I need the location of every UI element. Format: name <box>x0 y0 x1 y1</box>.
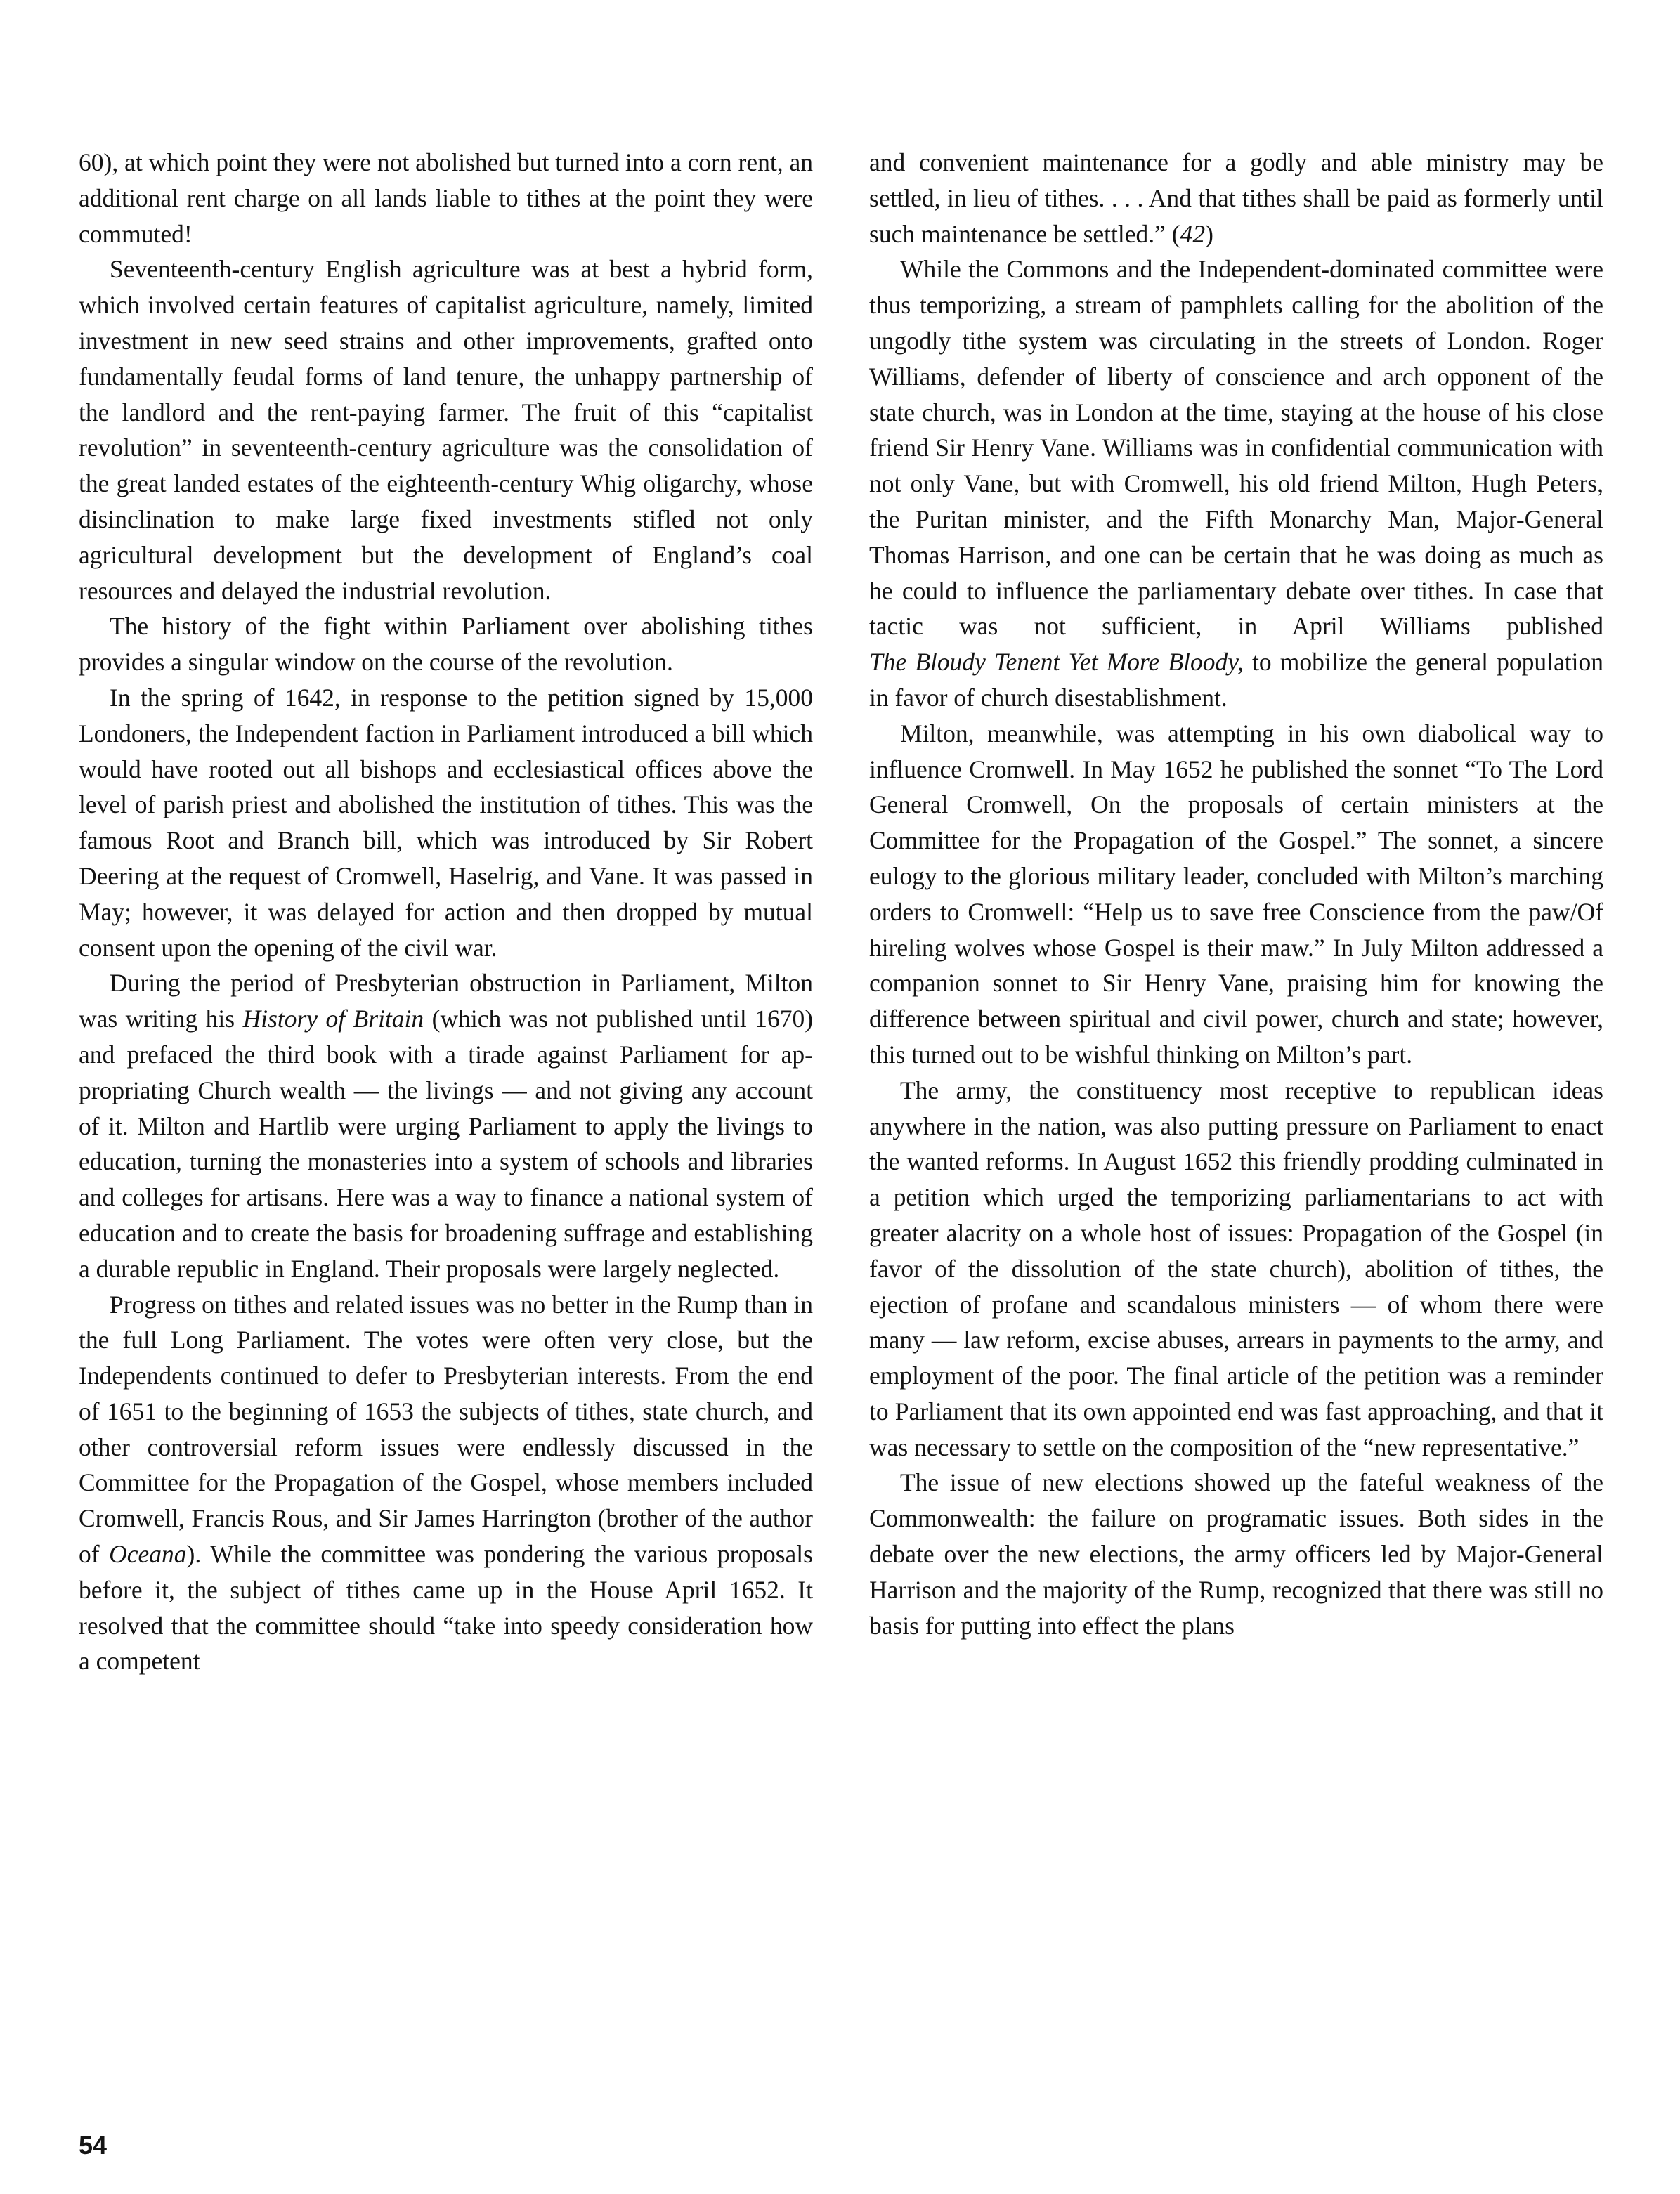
text-run: and convenient maintenance for a godly and able ministry may be settled, in lieu of tithes. . . . And that tithes shall be paid as formerly until such maintenance be settled.” ( <box>869 148 1603 248</box>
page-number: 54 <box>79 2131 108 2160</box>
text-run: During the period of Presbyterian obstruction in Parliament, Milton was writing his <box>79 969 813 1033</box>
paragraph-roger-williams: While the Commons and the Independent-dominated committee were thus temporizing, a stream of pamphlets calling for the abolition of the ungodly tithe system was circulating in the streets of London. Roger Williams, defender of liberty of conscience and arch opponent of the state church, was in London at the time, staying at the house of his close friend Sir Henry Vane. Williams was in confidential communication with not only Vane, but with Cromwell, his old friend Milton, Hugh Peters, the Puritan minister, and the Fifth Monarchy Man, Major-General Thomas Harrison, and one can be certain that he was doing as much as he could to influence the parliamentary debate over tithes. In case that tactic was not sufficient, in April Williams published <box>869 255 1603 641</box>
text-run: ). While the committee was pondering the various proposals before it, the subject of tithes came up in the House April 1652. It resolved that the committee should “take into speedy consideration how a competent <box>79 1540 813 1676</box>
text-run: to mobilize the general population in favor of church disestablishment. <box>869 648 1603 712</box>
paragraph-agriculture: Seventeenth-century English agriculture was at best a hybrid form, which involved certain features of capitalist agriculture, namely, limited investment in new seed strains and other improvements, grafted onto fundamentally feudal forms of land tenure, the unhappy partnership of the landlord and the rent-paying farmer. The fruit of this “capitalist revolution” in seventeenth-century agriculture was the consolidation of the great landed estates of the eighteenth-century Whig oligarchy, whose disinclination to make large fixed investments stifled not only agricultural development but the development of England’s coal resources and delayed the industrial revolution. <box>79 255 813 605</box>
book-title: The Bloudy Tenent Yet More Bloody, <box>869 648 1244 677</box>
citation-number: 42 <box>1180 219 1206 248</box>
paragraph-bloudy-tenent <box>869 644 1603 716</box>
paragraph-tithes-commuted: 60), at which point they were not abolished but turned into a corn rent, an additional rent charge on all lands liable to tithes at the point they were commuted! <box>79 148 813 248</box>
right-text-column <box>869 145 1603 1643</box>
book-title: Oceana <box>109 1540 187 1569</box>
paragraph-maintenance-quote <box>869 145 1603 252</box>
paragraph-fight-in-parliament: The history of the fight within Parliament over abolishing tithes provides a singular window on the course of the revolution. <box>79 612 813 677</box>
paragraph-new-elections: The issue of new elections showed up the fateful weakness of the Commonwealth: the failure on programatic issues. Both sides in the debate over the new elections, the army officers led by Major-General Harrison and the majority of the Rump, recognized that there was still no basis for putting into effect the plans <box>869 1468 1603 1640</box>
paragraph-milton-sonnet: Milton, meanwhile, was attempting in his own diabolical way to influence Cromwell. In May 1652 he published the sonnet “To The Lord General Cromwell, On the proposals of certain ministers at the Committee for the Propagation of the Gospel.” The sonnet, a sincere eulogy to the glorious military leader, concluded with Milton’s marching orders to Cromwell: “Help us to save free Conscience from the paw/Of hireling wolves whose Gospel is their maw.” In July Milton addressed a companion sonnet to Sir Henry Vane, praising him for knowing the difference between spiritual and civil power, church and state; however, this turned out to be wishful thinking on Milton’s part. <box>869 719 1603 1069</box>
paragraph-root-and-branch: In the spring of 1642, in response to the petition signed by 15,000 Londoners, the Independent faction in Parliament introduced a bill which would have rooted out all bishops and ecclesiastical offices above the level of parish priest and abolished the institution of tithes. This was the famous Root and Branch bill, which was introduced by Sir Robert Deering at the request of Cromwell, Haselrig, and Vane. It was passed in May; however, it was delayed for action and then dropped by mutual consent upon the opening of the civil war. <box>79 683 813 962</box>
text-run: ) <box>1205 219 1213 248</box>
paragraph-history-of-britain <box>79 965 813 1286</box>
paragraph-rump-progress <box>79 1287 813 1680</box>
book-title: History of Britain <box>242 1005 424 1033</box>
paragraph-army-petition: The army, the constituency most receptive to republican ideas anywhere in the nation, was also putting pressure on Parliament to enact the wanted reforms. In August 1652 this friendly prodding culminated in a petition which urged the temporizing parliamentarians to act with greater alacrity on a whole host of issues: Propagation of the Gospel (in favor of the dissolution of the state church), abolition of tithes, the ejection of profane and scandalous ministers — of whom there were many — law reform, excise abuses, arrears in payments to the army, and employment of the poor. The final article of the petition was a reminder to Parliament that its own appointed end was fast approaching, and that it was necessary to settle on the composition of the “new representative.” <box>869 1076 1603 1461</box>
text-run: Progress on tithes and related issues was no better in the Rump than in the full Long Parliament. The votes were often very close, but the Independents continued to defer to Presbyterian interests. From the end of 1651 to the beginning of 1653 the subjects of tithes, state church, and other controversial reform issues were endlessly discussed in the Committee for the Propagation of the Gospel, whose members included Cromwell, Francis Rous, and Sir James Harrington (brother of the author of <box>79 1290 813 1569</box>
left-text-column <box>79 145 813 1679</box>
text-run: (which was not published until 1670) and prefaced the third book with a tirade against Parliament for appropriating Church wealth — the livings — and not giving any account of it. Milton and Hartlib were urging Parliament to apply the livings to education, turning the monasteries into a system of schools and libraries and colleges for artisans. Here was a way to finance a national system of education and to create the basis for broadening suffrage and establishing a durable republic in England. Their proposals were largely neglected. <box>79 1005 814 1283</box>
